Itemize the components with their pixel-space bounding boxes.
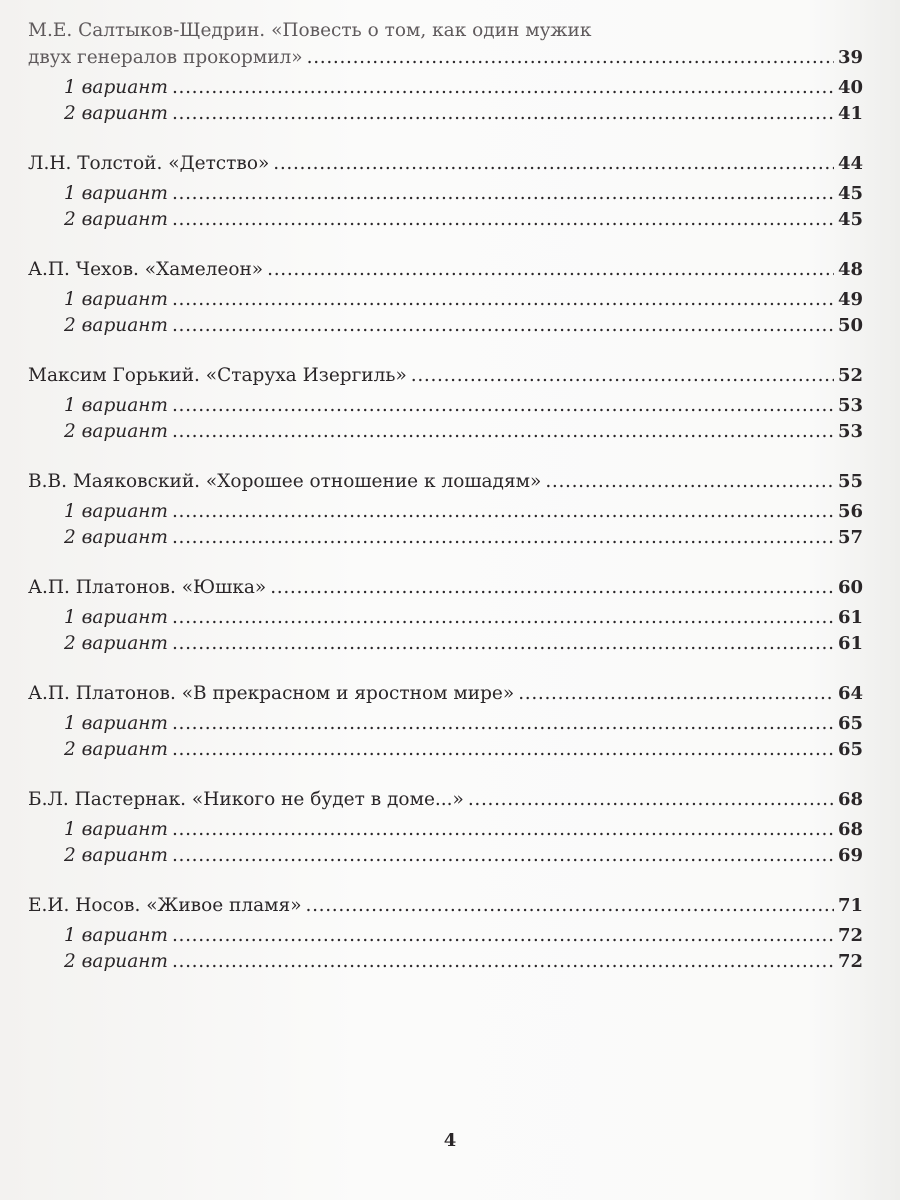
toc-entry-page: 55 [837, 470, 863, 492]
dot-leader [172, 313, 834, 340]
toc-variant-row [28, 923, 863, 950]
toc-variant-row [28, 419, 863, 446]
toc-variant-row [28, 207, 863, 234]
toc-variant-row [28, 287, 863, 314]
toc-entry-page: 71 [837, 894, 863, 916]
toc-variant-page: 45 [837, 182, 863, 204]
toc-entry-title-line1: М.Е. Салтыков-Щедрин. «Повесть о том, как один мужик [28, 20, 592, 41]
dot-leader [172, 287, 834, 314]
toc-entry [28, 257, 863, 340]
toc-entry-title: А.П. Платонов. «В прекрасном и яростном мире» [28, 682, 515, 704]
toc-entry-title-row [28, 787, 863, 817]
toc-entry-title: Е.И. Носов. «Живое пламя» [28, 894, 302, 916]
toc-variant-page: 65 [837, 739, 863, 760]
toc-entry [28, 681, 863, 764]
toc-variant-row [28, 313, 863, 340]
toc-variant-row [28, 817, 863, 844]
toc-variant-label: 1 вариант [64, 500, 168, 522]
toc-variant-label: 2 вариант [64, 421, 168, 442]
toc-variant-page: 40 [837, 76, 863, 98]
toc-entry [28, 18, 863, 128]
toc-variant-label: 1 вариант [64, 394, 168, 416]
dot-leader [172, 393, 834, 420]
toc-variant-label: 2 вариант [64, 951, 168, 972]
toc-entry [28, 151, 863, 234]
toc-variant-page: 61 [837, 606, 863, 628]
toc-entry-title: Л.Н. Толстой. «Детство» [28, 152, 270, 174]
toc-variant-row [28, 499, 863, 526]
dot-leader [172, 843, 834, 870]
toc-variant-page: 61 [837, 633, 863, 654]
toc-variant-label: 2 вариант [64, 315, 168, 336]
dot-leader [306, 893, 834, 920]
toc-variant-label: 2 вариант [64, 527, 168, 548]
dot-leader [172, 949, 834, 976]
toc-entry [28, 787, 863, 870]
toc-variant-page: 57 [837, 527, 863, 548]
toc-variant-page: 69 [837, 845, 863, 866]
toc-entry-page: 52 [837, 364, 863, 386]
toc-variant-label: 2 вариант [64, 845, 168, 866]
toc-entry-page: 68 [837, 788, 863, 810]
dot-leader [172, 75, 834, 102]
toc-entry-title: А.П. Чехов. «Хамелеон» [28, 258, 264, 280]
toc-entry-page: 64 [837, 682, 863, 704]
toc-entry-title: Б.Л. Пастернак. «Никого не будет в доме...» [28, 788, 464, 810]
toc-variant-label: 1 вариант [64, 606, 168, 628]
page-number: 4 [443, 1130, 457, 1151]
toc-variant-label: 1 вариант [64, 924, 168, 946]
dot-leader [172, 923, 834, 950]
toc-variant-page: 41 [837, 103, 863, 124]
toc-variant-label: 1 вариант [64, 76, 168, 98]
toc-entry-title-row [28, 469, 863, 499]
table-of-contents [28, 18, 863, 999]
dot-leader [411, 363, 834, 390]
toc-variant-page: 53 [837, 421, 863, 442]
dot-leader [172, 737, 834, 764]
toc-entry-title: двух генералов прокормил» [28, 46, 303, 68]
toc-variant-page: 72 [837, 951, 863, 972]
dot-leader [307, 45, 834, 72]
toc-entry-title: А.П. Платонов. «Юшка» [28, 576, 267, 598]
toc-variant-label: 1 вариант [64, 288, 168, 310]
dot-leader [172, 631, 834, 658]
toc-entry-title-row [28, 257, 863, 287]
toc-entry-page: 60 [837, 576, 863, 598]
dot-leader [172, 419, 834, 446]
toc-entry-page: 48 [837, 258, 863, 280]
toc-variant-row [28, 711, 863, 738]
dot-leader [172, 207, 834, 234]
toc-entry-title-row [28, 45, 863, 75]
dot-leader [270, 575, 834, 602]
toc-variant-page: 56 [837, 500, 863, 522]
toc-variant-page: 49 [837, 288, 863, 310]
toc-entry-title-row [28, 681, 863, 711]
toc-variant-row [28, 605, 863, 632]
dot-leader [172, 181, 834, 208]
dot-leader [545, 469, 834, 496]
toc-entry-page: 44 [837, 152, 863, 174]
toc-variant-label: 2 вариант [64, 103, 168, 124]
toc-variant-row [28, 525, 863, 552]
toc-variant-page: 65 [837, 712, 863, 734]
toc-variant-row [28, 181, 863, 208]
toc-entry-title-row [28, 151, 863, 181]
toc-entry [28, 469, 863, 552]
toc-entry-title-row [28, 575, 863, 605]
toc-entry-title: В.В. Маяковский. «Хорошее отношение к лошадям» [28, 470, 542, 492]
dot-leader [172, 817, 834, 844]
toc-variant-page: 50 [837, 315, 863, 336]
dot-leader [267, 257, 834, 284]
toc-variant-label: 1 вариант [64, 712, 168, 734]
toc-variant-label: 2 вариант [64, 739, 168, 760]
toc-variant-label: 2 вариант [64, 633, 168, 654]
toc-variant-row [28, 949, 863, 976]
toc-variant-row [28, 101, 863, 128]
toc-entry-title-row [28, 363, 863, 393]
toc-variant-label: 1 вариант [64, 818, 168, 840]
toc-entry-page: 39 [837, 46, 863, 68]
toc-variant-row [28, 75, 863, 102]
dot-leader [172, 525, 834, 552]
toc-entry-title: Максим Горький. «Старуха Изергиль» [28, 364, 407, 386]
toc-variant-page: 72 [837, 924, 863, 946]
dot-leader [518, 681, 834, 708]
dot-leader [468, 787, 834, 814]
toc-entry [28, 363, 863, 446]
dot-leader [172, 605, 834, 632]
toc-variant-row [28, 843, 863, 870]
toc-variant-row [28, 393, 863, 420]
dot-leader [172, 101, 834, 128]
dot-leader [172, 499, 834, 526]
toc-variant-label: 1 вариант [64, 182, 168, 204]
toc-variant-page: 45 [837, 209, 863, 230]
dot-leader [172, 711, 834, 738]
toc-entry [28, 893, 863, 976]
dot-leader [273, 151, 834, 178]
toc-variant-page: 68 [837, 818, 863, 840]
toc-variant-row [28, 737, 863, 764]
toc-variant-row [28, 631, 863, 658]
toc-variant-label: 2 вариант [64, 209, 168, 230]
toc-entry [28, 575, 863, 658]
toc-entry-title-row [28, 893, 863, 923]
toc-variant-page: 53 [837, 394, 863, 416]
